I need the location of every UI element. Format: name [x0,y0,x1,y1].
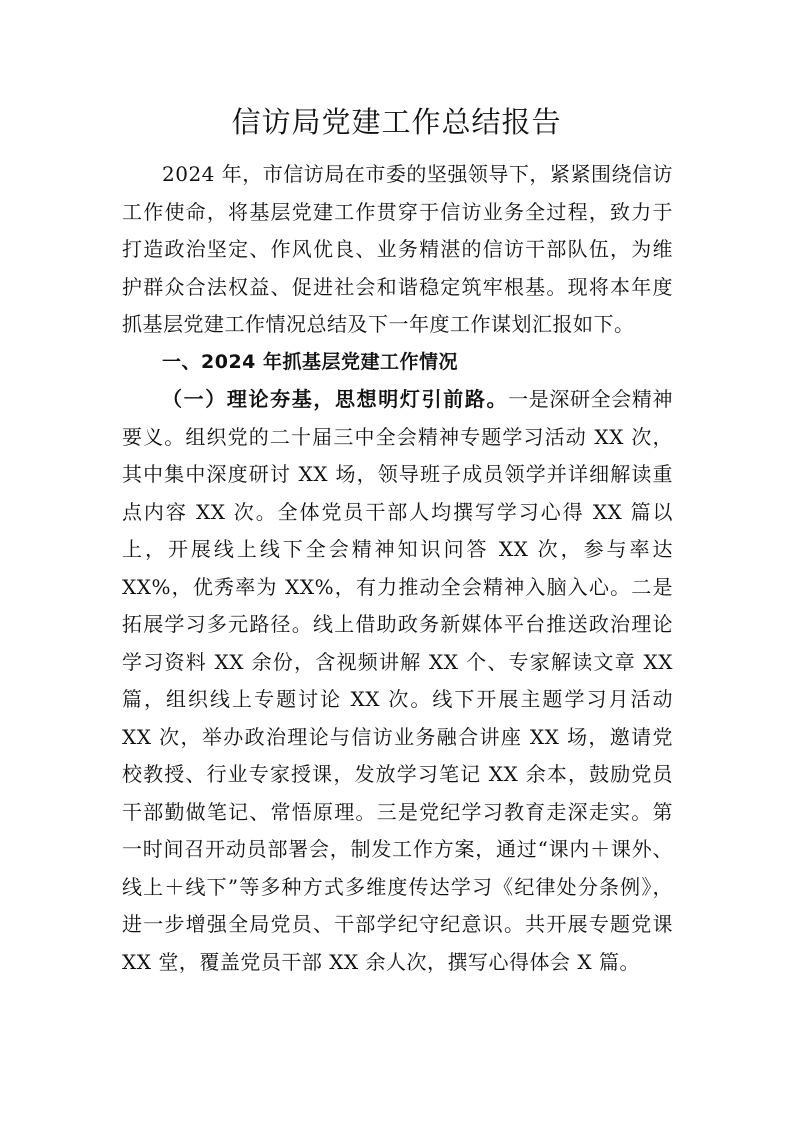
subsection-heading: （一）理论夯基，思想明灯引前路。 [162,387,509,411]
document-title: 信访局党建工作总结报告 [231,105,562,139]
section-heading: 一、2024 年抓基层党建工作情况 [162,350,458,373]
subsection-body: 一是深研全会精神要义。组织党的二十届三中全会精神专题学习活动 XX 次，其中集中深度研讨 XX 场，领导班子成员领学并详细解读重点内容 XX 次。全体党员干部人均撰写学习心得 XX 篇以上，开展线上线下全会精神知识问答 XX 次，参与率达 XX%，优秀率为 XX%，有力推动全会精神入脑入心。二是拓展学习多元路径。线上借助政务新媒体平台推送政治理论学习资料 XX 余份，含视频讲解 XX 个、专家解读文章 XX 篇，组织线上专题讨论 XX 次。线下开展主题学习月活动 XX 次，举办政治理论与信访业务融合讲座 XX 场，邀请党校教授、行业专家授课，发放学习笔记 XX 余本，鼓励党员干部勤做笔记、常悟原理。三是党纪学习教育走深走实。第一时间召开动员部署会，制发工作方案，通过“课内＋课外、线上＋线下”等多种方式多维度传达学习《纪律处分条例》，进一步增强全局党员、干部学纪守纪意识。共开展专题党课 XX 堂，覆盖党员干部 XX 余人次，撰写心得体会 X 篇。 [122,387,674,974]
document-body [122,156,673,981]
subsection-paragraph [122,381,673,981]
intro-paragraph: 2024 年，市信访局在市委的坚强领导下，紧紧围绕信访工作使命，将基层党建工作贯穿于信访业务全过程，致力于打造政治坚定、作风优良、业务精湛的信访干部队伍，为维护群众合法权益、促进社会和谐稳定筑牢根基。现将本年度抓基层党建工作情况总结及下一年度工作谋划汇报如下。 [122,162,673,336]
